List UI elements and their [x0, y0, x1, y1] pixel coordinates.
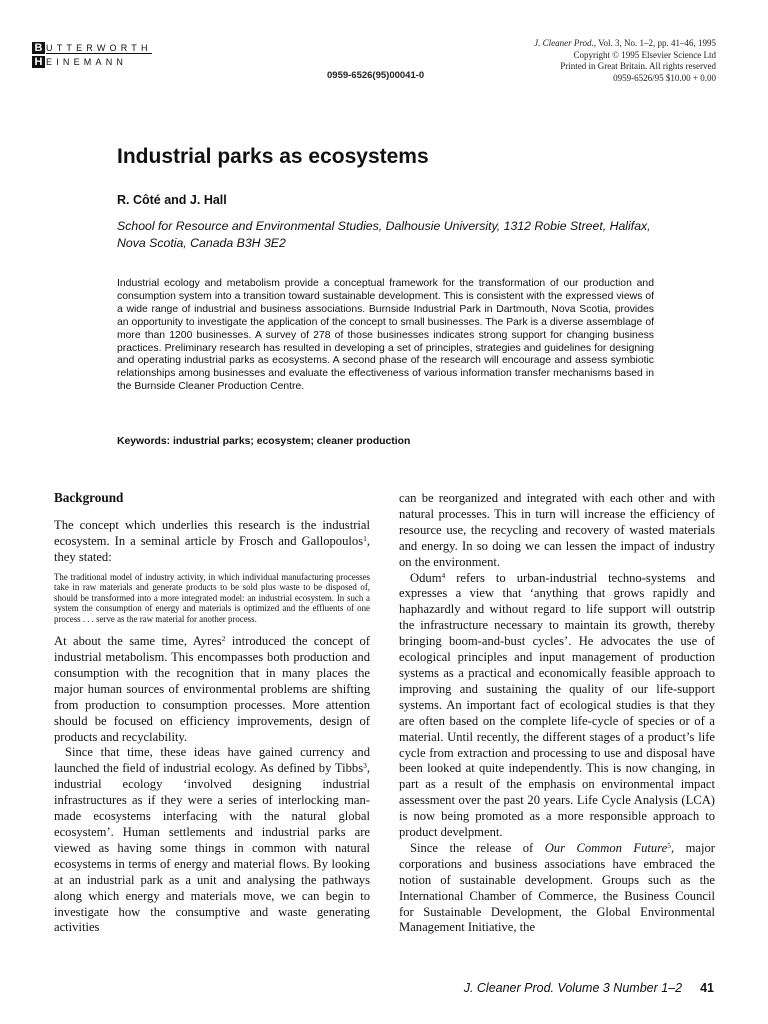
text-run: , industrial ecology ‘involved designing industrial infrastructures as if they were a series of interlocking man-made ecosystems interfacing with the natural global ecosystem’. Human settlements and industrial parks are viewed as having some things in common with natural ecosystems in terms of energy and material flows. By looking at an industrial park as a unit and analysing the pathways along which energy and materials move, we can begin to investigate how the consumptive and waste generating activities — [54, 761, 370, 935]
text-run: , they stated: — [54, 533, 370, 564]
text-run: Odum — [410, 570, 442, 585]
journal-volume-pages: , Vol. 3, No. 1–2, pp. 41–46, 1995 — [593, 38, 716, 48]
citation-ref: 1 — [363, 533, 367, 543]
text-run: Since the release of — [410, 840, 545, 855]
block-quote: The traditional model of industry activity, in which individual manufacturing processes take in raw materials and generate products to be sold plus waste to be disposed of, should be transformed into a more integrated model: an industrial ecosystem. In such a system the consumption of energy and materials is optimized and the effluents of one process . . . serve as the raw material for another process. — [54, 571, 370, 624]
text-run: , major corporations and business associations have embraced the notion of sustainable development. Groups such as the International Chamber of Commerce, the Business Council for Sustainable Development, the Global Environmental Management Initiative, the — [399, 840, 715, 935]
journal-name: J. Cleaner Prod. — [534, 38, 594, 48]
citation-ref: 2 — [221, 634, 226, 644]
text-run: Since that time, these ideas have gained currency and launched the field of industrial ecology. As defined by Tibbs — [54, 745, 370, 776]
citation-ref: 3 — [363, 761, 367, 771]
text-run: The concept which underlies this research is the industrial ecosystem. In a seminal article by Frosch and Gallopoulos — [54, 517, 370, 548]
article-abstract: Industrial ecology and metabolism provide a conceptual framework for the transformation of our production and consumption system into a transition toward sustainable development. This is consistent with the expressed views of a wide range of industrial and business associations. Burnside Industrial Park in Dartmouth, Nova Scotia, provides an opportunity to investigate the application of the concept to small businesses. The Park is a diverse assemblage of more than 1200 businesses. A survey of 278 of those businesses indicates strong support for changing business practices. Preliminary research has resulted in developing a set of principles, strategies and guidelines for designing and operating industrial parks as ecosystems. A second phase of the research will encourage and assess symbiotic relationships among businesses and evaluate the effectiveness of various information transfer mechanisms based in the Burnside Cleaner Production Centre. — [117, 278, 654, 393]
text-run: At about the same time, Ayres — [54, 634, 222, 649]
logo-word-heinemann: EINEMANN — [46, 57, 128, 67]
article-authors: R. Côté and J. Hall — [117, 193, 227, 207]
page-footer — [464, 981, 714, 995]
journal-printed: Printed in Great Britain. All rights reserved — [560, 61, 716, 71]
author-affiliation: School for Resource and Environmental Studies, Dalhousie University, 1312 Robie Street, Halifax, Nova Scotia, Canada B3H 3E2 — [117, 219, 651, 250]
citation-ref: 4 — [441, 570, 446, 580]
paragraph: can be reorganized and integrated with each other and with natural processes. This in turn will increase the efficiency of resource use, the recycling and recovery of wasted materials and energy. In so doing we can lessen the impact of industry on the environment. — [399, 491, 715, 569]
logo-word-butterworth: UTTERWORTH — [46, 43, 152, 53]
logo-initial-h: H — [32, 56, 45, 68]
paragraph — [399, 841, 715, 936]
paragraph — [399, 571, 715, 841]
page-number: 41 — [700, 981, 714, 995]
section-heading-background: Background — [54, 490, 124, 505]
body-column-left — [54, 490, 370, 936]
journal-price: 0959-6526/95 $10.00 + 0.00 — [613, 72, 716, 83]
article-keywords: Keywords: industrial parks; ecosystem; cleaner production — [117, 436, 411, 447]
body-column-right — [399, 490, 715, 936]
citation-ref: 5 — [667, 840, 671, 850]
paragraph — [54, 634, 370, 745]
journal-citation — [534, 38, 716, 50]
logo-initials — [32, 42, 45, 68]
paragraph — [54, 745, 370, 936]
logo-initial-b: B — [32, 42, 45, 54]
text-run: refers to urban-industrial techno-systems and expresses a view that ‘anything that grows rapidly and haphazardly and without regard to life support will outstrip the infrastructure necessary to maintain its growth, thereby bringing boom-and-bust cycles’. He advocates the use of ecological principles and input management of production systems as a practical and economically feasible approach to improving and sustaining the quality of our life-support systems. An important fact of ecological studies is that they are often based on the complete life-cycle of species or of a material. Until recently, the different stages of a product’s life cycle from extraction and processing to use and disposal have been looked at quite independently. This is now changing, in part as a result of the emphasis on environmental impact assessment over the past 20 years. Life Cycle Analysis (LCA) is now being promoted as a more responsible approach to product develpment. — [399, 570, 715, 840]
text-run: introduced the concept of industrial metabolism. This encompasses both production and consumption with the recognition that in many places the major human sources of environmental problems are shifting from production to consumption processes. More attention should be focused on efficiency improvements, design of products and recyclability. — [54, 634, 370, 744]
book-title: Our Common Future — [544, 840, 668, 855]
journal-reference — [534, 38, 716, 84]
journal-copyright: Copyright © 1995 Elsevier Science Ltd — [573, 49, 716, 60]
footer-journal: J. Cleaner Prod. Volume 3 Number 1–2 — [463, 981, 683, 995]
publisher-logo — [32, 42, 152, 68]
logo-words — [46, 42, 152, 67]
article-doi: 0959-6526(95)00041-0 — [327, 70, 425, 81]
article-title: Industrial parks as ecosystems — [117, 145, 429, 168]
paragraph — [54, 518, 370, 566]
